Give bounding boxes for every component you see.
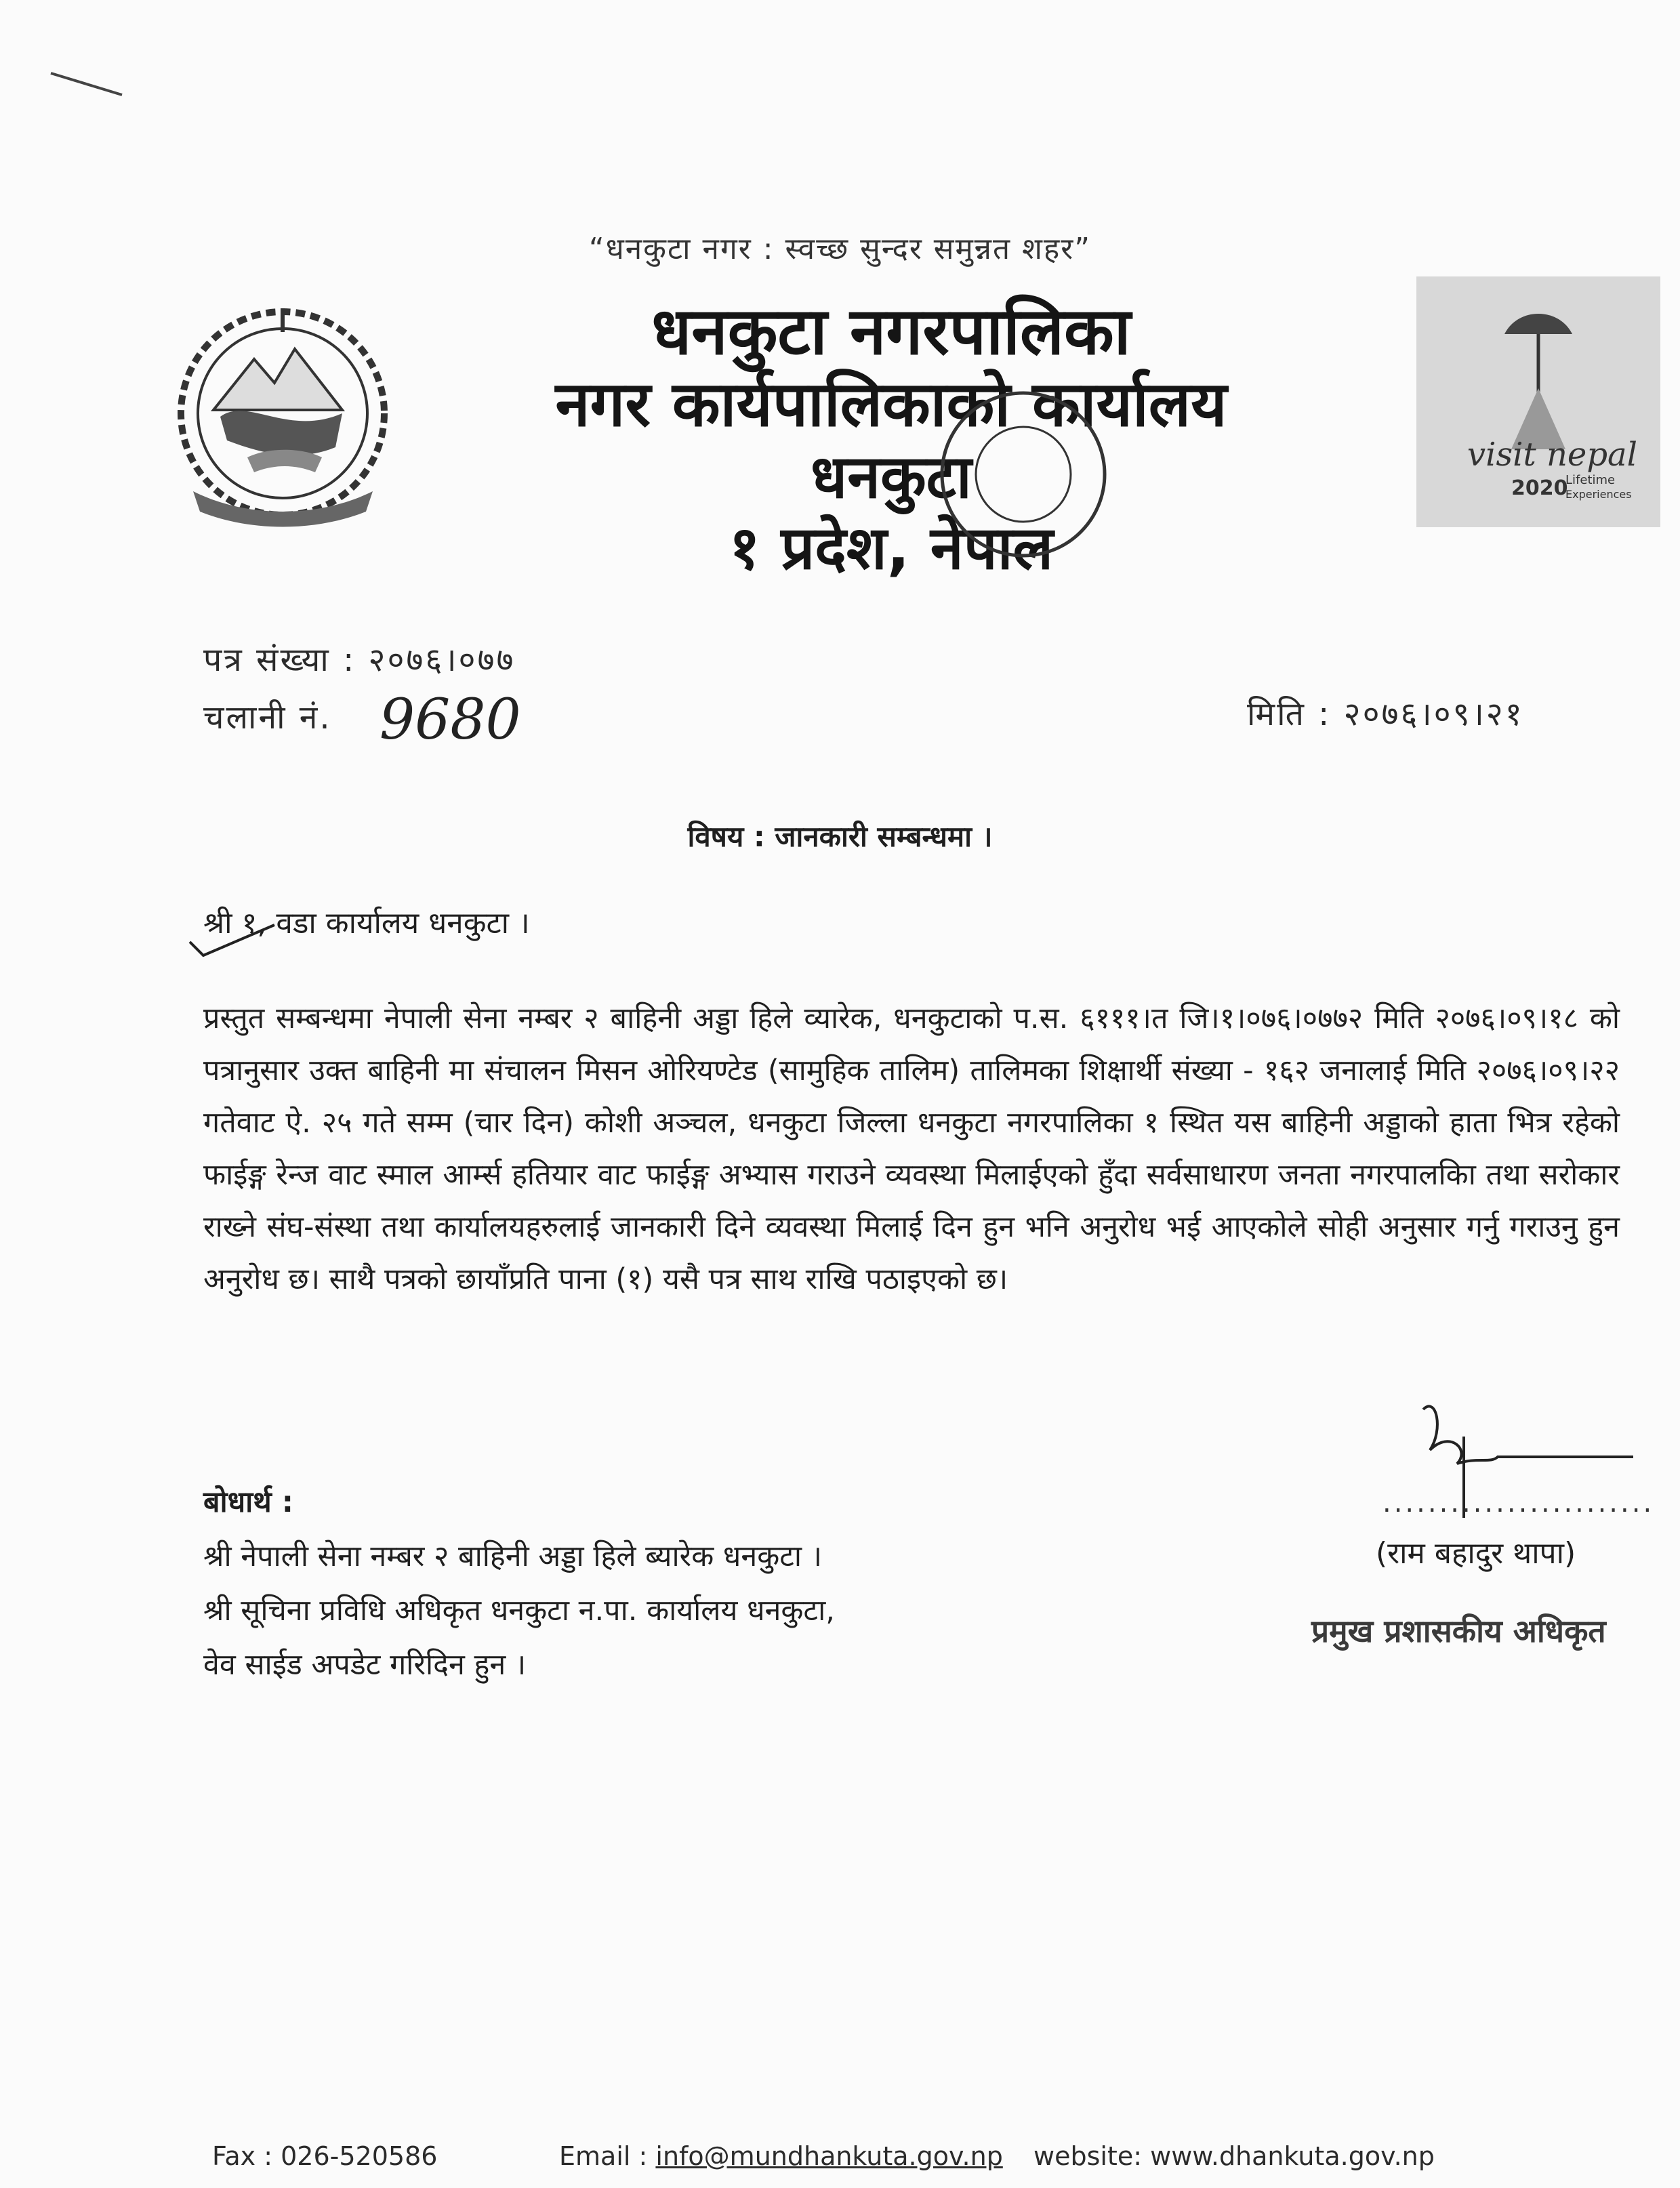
fax-label: Fax : bbox=[212, 2141, 273, 2171]
date-value: २०७६।०९।२१ bbox=[1343, 695, 1524, 733]
office-title-line1: धनकुटा नगरपालिका bbox=[651, 293, 1131, 369]
email-label: Email : bbox=[559, 2141, 648, 2171]
letter-body: प्रस्तुत सम्बन्धमा नेपाली सेना नम्बर २ बाहिनी अड्डा हिले व्यारेक, धनकुटाको प.स. ६१११।त जि।१।०७६।०७७२ मिति २०७६।०९।१८ को पत्रानुसार उक्त बाहिनी मा संचालन मिसन ओरियण्टेड (सामुहिक तालिम) तालिमका शिक्षार्थी संख्या - १६२ जनालाई मिति २०७६।०९।२२ गतेवाट ऐ. २५ गते सम्म (चार दिन) कोशी अञ्चल, धनकुटा जिल्ला धनकुटा नगरपालिका १ स्थित यस बाहिनी अड्डाको हाता भित्र रहेको फाईङ्ग रेन्ज वाट स्माल आर्म्स हतियार वाट फाईङ्ग अभ्यास गराउने व्यवस्था मिलाईएको हुँदा सर्वसाधारण जनता नगरपालकिा तथा सरोकार राख्ने संघ-संस्था तथा कार्यालयहरुलाई जानकारी दिने व्यवस्था मिलाई दिन हुन भनि अनुरोध भई आएकोले सोही अनुसार गर्नु गराउनु हुन अनुरोध छ। साथै पत्रको छायाँप्रति पाना (१) यसै पत्र साथ राखि पठाइएको छ। bbox=[203, 1002, 1620, 1296]
cc-line-2: श्री सूचिना प्रविधि अधिकृत धनकुटा न.पा. कार्यालय धनकुटा, bbox=[203, 1594, 835, 1628]
visit-nepal-year: 2020 bbox=[1511, 476, 1568, 500]
scan-mark bbox=[47, 68, 129, 102]
letter-number-label: पत्र संख्या : bbox=[203, 641, 356, 679]
footer-fax bbox=[212, 2141, 437, 2171]
footer-email bbox=[559, 2141, 1003, 2171]
dispatch-number-label: चलानी नं. bbox=[203, 699, 332, 737]
footer-website bbox=[1033, 2141, 1435, 2171]
office-title-line2: नगर कार्यपालिकाको कार्यालय bbox=[555, 368, 1227, 440]
visit-nepal-tag2: Experiences bbox=[1565, 488, 1632, 501]
office-stamp bbox=[928, 379, 1118, 583]
umbrella-icon bbox=[1491, 293, 1586, 456]
cc-heading: बोधार्थ : bbox=[203, 1485, 293, 1519]
recipient-line: श्री १, वडा कार्यालय धनकुटा । bbox=[203, 906, 530, 941]
fax-value: 026-520586 bbox=[281, 2141, 438, 2171]
signatory-name: (राम बहादुर थापा) bbox=[1376, 1536, 1576, 1571]
cc-line-1: श्री नेपाली सेना नम्बर २ बाहिनी अड्डा हिले ब्यारेक धनकुटा । bbox=[203, 1540, 823, 1573]
date-label: मिति : bbox=[1247, 695, 1332, 733]
office-title-line3: धनकुटा bbox=[811, 442, 972, 512]
tick-mark bbox=[186, 918, 281, 959]
dispatch-number-handwritten: 9680 bbox=[380, 688, 521, 752]
office-title-line4: १ प्रदेश, नेपाल bbox=[729, 513, 1054, 583]
visit-nepal-logo bbox=[1416, 276, 1660, 527]
signatory-title: प्रमुख प्रशासकीय अधिकृत bbox=[1311, 1613, 1606, 1649]
website-label: website: bbox=[1033, 2141, 1143, 2171]
slogan: “धनकुटा नगर : स्वच्छ सुन्दर समुन्नत शहर” bbox=[588, 232, 1092, 266]
visit-nepal-text: visit nepal bbox=[1467, 436, 1638, 474]
subject-line: विषय : जानकारी सम्बन्धमा । bbox=[687, 820, 993, 853]
letter-number bbox=[203, 637, 515, 681]
signature-line: ........................ bbox=[1382, 1487, 1655, 1519]
date bbox=[1247, 691, 1524, 735]
visit-nepal-tag1: Lifetime bbox=[1565, 473, 1616, 487]
website-link[interactable]: www.dhankuta.gov.np bbox=[1150, 2141, 1435, 2171]
cc-line-3: वेव साईड अपडेट गरिदिन हुन । bbox=[203, 1648, 527, 1682]
letter-number-value: २०७६।०७७ bbox=[368, 641, 516, 679]
email-link[interactable]: info@mundhankuta.gov.np bbox=[655, 2141, 1003, 2171]
